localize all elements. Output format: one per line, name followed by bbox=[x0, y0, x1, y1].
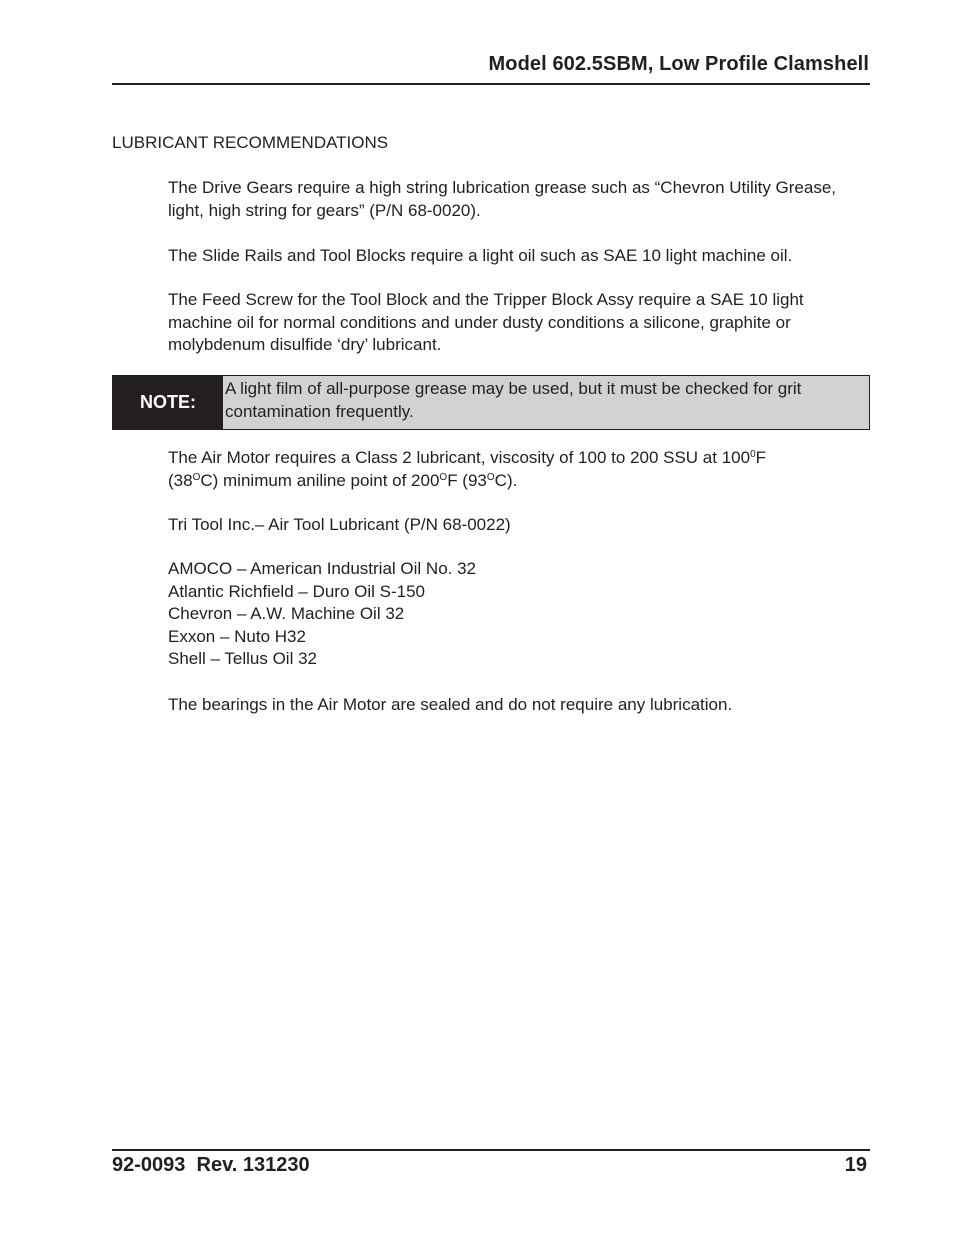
document-number: 92-0093 Rev. 131230 bbox=[112, 1154, 310, 1176]
tri-tool-paragraph bbox=[168, 514, 868, 537]
bearings-text: The bearings in the Air Motor are sealed and do not require any lubrication. bbox=[168, 695, 733, 714]
air-motor-line-1 bbox=[168, 447, 868, 470]
slide-rails-paragraph bbox=[168, 245, 868, 268]
footer-divider bbox=[112, 1149, 870, 1151]
bearings-paragraph bbox=[168, 694, 868, 717]
degree-superscript: O bbox=[192, 471, 201, 483]
feed-screw-paragraph bbox=[168, 289, 868, 357]
section-heading: LUBRICANT RECOMMENDATIONS bbox=[112, 133, 389, 152]
air-motor-paragraph bbox=[168, 447, 868, 492]
degree-superscript: 0 bbox=[750, 449, 756, 460]
air-motor-line-2 bbox=[168, 470, 868, 493]
degree-superscript: O bbox=[439, 471, 448, 483]
note-label: NOTE: bbox=[113, 376, 223, 429]
page-number: 19 bbox=[844, 1154, 867, 1176]
list-item: Atlantic Richfield – Duro Oil S-150 bbox=[168, 581, 426, 601]
drive-gears-text: The Drive Gears require a high string lubrication grease such as “Chevron Utility Grease, light, high string for gears” (P/N 68-0020). bbox=[168, 178, 837, 220]
header-divider bbox=[112, 83, 870, 85]
air-motor-text-4: C) minimum aniline point of 200 bbox=[200, 470, 440, 490]
note-text: A light film of all-purpose grease may be used, but it must be checked for grit contamination frequently. bbox=[225, 379, 802, 421]
list-item: AMOCO – American Industrial Oil No. 32 bbox=[168, 559, 477, 578]
drive-gears-paragraph bbox=[168, 177, 868, 222]
tri-tool-text: Tri Tool Inc.– Air Tool Lubricant (P/N 68-0022) bbox=[168, 515, 511, 534]
list-item: Exxon – Nuto H32 bbox=[168, 626, 306, 646]
feed-screw-text: The Feed Screw for the Tool Block and the Tripper Block Assy require a SAE 10 light machine oil for normal conditions and under dusty conditions a silicone, graphite or molybdenum disulfide ‘dry’ lubricant. bbox=[168, 290, 804, 354]
lubricant-list bbox=[168, 558, 476, 671]
note-box bbox=[112, 375, 870, 430]
list-item: Chevron – A.W. Machine Oil 32 bbox=[168, 604, 405, 623]
air-motor-text-3: (38 bbox=[168, 470, 193, 490]
air-motor-text-1: The Air Motor requires a Class 2 lubricant, viscosity of 100 to 200 SSU at 100 bbox=[168, 448, 751, 467]
air-motor-text-2: F bbox=[755, 448, 767, 467]
page-header-title: Model 602.5SBM, Low Profile Clamshell bbox=[488, 53, 869, 75]
degree-superscript: O bbox=[486, 471, 495, 483]
air-motor-text-6: C). bbox=[494, 470, 518, 490]
slide-rails-text: The Slide Rails and Tool Blocks require a light oil such as SAE 10 light machine oil. bbox=[168, 246, 793, 265]
air-motor-text-5: F (93 bbox=[447, 470, 487, 490]
list-item: Shell – Tellus Oil 32 bbox=[168, 649, 317, 668]
